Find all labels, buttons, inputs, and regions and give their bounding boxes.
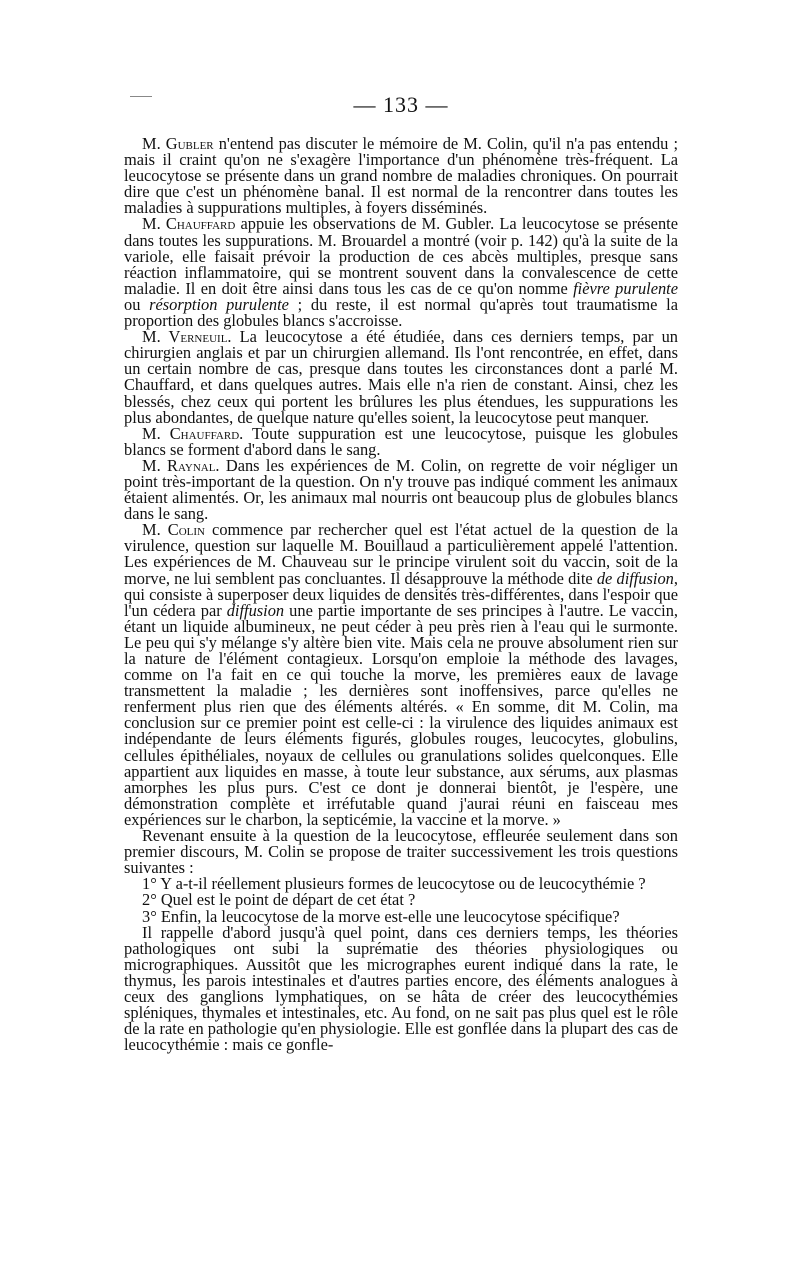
body-text — [124, 136, 678, 1053]
text-run: appuie les observations de M. Gubler. La leucocytose se présente dans toutes les suppurations. M. Brouardel a montré (voir p. 142) qu'à la suite de la variole, elle faisait prévoir la production de ces abcès multiples, presque sans réaction inflammatoire, qui se montrent souvent dans la convalescence de cette maladie. Il en doit être ainsi dans tous les cas de ce qu'on nomme — [124, 214, 678, 298]
speaker-name: M. Gubler — [142, 134, 214, 153]
printer-mark — [130, 96, 152, 97]
italic-term: diffusion — [226, 600, 285, 620]
text-run: La leucocytose a été étudiée, dans ces derniers temps, par un chirurgien anglais et par un chirurgien allemand. Ils l'ont rencontrée, en effet, dans un certain nombre de cas, presque dans toutes les circonstances dont a parlé M. Chauffard, et dans quelques autres. Mais elle n'a rien de constant. Ainsi, chez les blessés, chez ceux qui portent les brûlures les plus étendues, les suppurations les plus abondantes, de quelque nature qu'elles soient, la leucocytose peut manquer. — [124, 327, 679, 427]
paragraph — [124, 455, 678, 524]
paragraph — [124, 216, 678, 329]
text-run: n'entend pas discuter le mémoire de M. Colin, qu'il n'a pas entendu ; mais il craint qu'on ne s'exagère l'importance d'un phénomène très-fréquent. La leucocytose se présente dans un grand nombre de maladies chroniques. On pourrait dire que c'est un phénomène banal. Il est normal de la rencontrer dans toutes les maladies à suppurations multiples, à foyers disséminés. — [124, 134, 678, 218]
text-run: , qui consiste à superposer deux liquides de densités très-différentes, dans l'espoir que l'un cédera par — [124, 568, 678, 620]
paragraph — [124, 329, 678, 426]
paragraph — [124, 522, 678, 828]
speaker-name: M. Verneuil. — [142, 327, 232, 347]
italic-term: de diffusion — [596, 568, 674, 588]
italic-term: fièvre purulente — [573, 278, 679, 298]
speaker-name: M. Chauffard — [142, 214, 236, 234]
speaker-name: M. Colin — [142, 520, 205, 540]
text-run: Revenant ensuite à la question de la leucocytose, effleurée seulement dans son premier discours, M. Colin se propose de traiter successivement les trois questions suivantes : — [124, 826, 678, 878]
text-run: commence par rechercher quel est l'état actuel de la question de la virulence, question sur laquelle M. Bouillaud a particulièrement appelé l'attention. Les expériences de M. Chauveau sur le principe virulent soit du vaccin, soit de la morve, ne lui semblent pas concluantes. Il désapprouve la méthode dite — [124, 520, 678, 588]
page-number: — 133 — — [353, 92, 449, 117]
text-run: 1° Y a-t-il réellement plusieurs formes de leucocytose ou de leucocythémie ? — [142, 874, 646, 894]
speaker-name: M. Raynal. — [142, 455, 220, 475]
text-run: Il rappelle d'abord jusqu'à quel point, dans ces derniers temps, les théories pathologiques ont subi la suprématie des théories physiologiques ou micrographiques. Aussitôt que les micrographes eurent indiqué dans la rate, le thymus, les parois intestinales et d'autres parties encore, des éléments analogues à ceux des ganglions lymphatiques, on se hâta de créer des leucocythémies spléniques, thymales et intestinales, etc. Au fond, on ne sait pas plus quel est le rôle de la rate en pathologie qu'en physiologie. Elle est gonflée dans la plupart des cas de leucocythémie : mais ce gonfle- — [124, 922, 678, 1055]
text-run: 2° Quel est le point de départ de cet état ? — [142, 890, 416, 910]
paragraph — [124, 136, 678, 216]
text-run: une partie importante de ses principes à l'autre. Le vaccin, étant un liquide albumineux, ne peut céder à peu près rien à l'eau qui le surmonte. Le peu qui s'y mélange s'y altère bien vite. Mais cela ne prouve absolument rien sur la nature de l'élément contagieux. Lorsqu'on emploie la méthode des lavages, comme on l'a fait en ce qui touche la morve, les premières eaux de lavage transmettent la maladie ; les dernières sont inoffensives, parce qu'elles ne renferment plus rien que des éléments altérés. « En somme, dit M. Colin, ma conclusion sur ce premier point est celle-ci : la virulence des liquides animaux est indépendante de leurs éléments figurés, globules rouges, leucocytes, globulins, cellules épithéliales, noyaux de cellules ou granulations solides quelconques. Elle appartient aux liquides en masse, à toute leur substance, aux sérums, aux plasmas amorphes les plus purs. C'est ce dont je donnerai bientôt, je l'espère, une démonstration complète et irréfutable quand j'aurai réuni en faisceau mes expériences sur le charbon, la septicémie, la vaccine et la morve. » — [124, 600, 678, 829]
text-run: ; du reste, il est normal qu'après tout traumatisme la proportion des globules blancs s'accroisse. — [124, 294, 678, 331]
paragraph — [124, 922, 678, 1055]
text-run: Toute suppuration est une leucocytose, puisque les globules blancs se forment d'abord dans le sang. — [124, 423, 678, 459]
paragraph — [124, 828, 678, 876]
speaker-name: M. Chauffard. — [142, 423, 244, 443]
text-run: 3° Enfin, la leucocytose de la morve est-elle une leucocytose spécifique? — [142, 906, 620, 926]
text-run: ou — [124, 294, 150, 314]
italic-term: résorption purulente — [149, 294, 289, 314]
paragraph — [124, 423, 678, 459]
text-run: Dans les expériences de M. Colin, on regrette de voir négliger un point très-important de la question. On n'y trouve pas indiqué comment les animaux étaient alimentés. Or, les animaux mal nourris ont beaucoup plus de globules blancs dans le sang. — [124, 455, 678, 524]
